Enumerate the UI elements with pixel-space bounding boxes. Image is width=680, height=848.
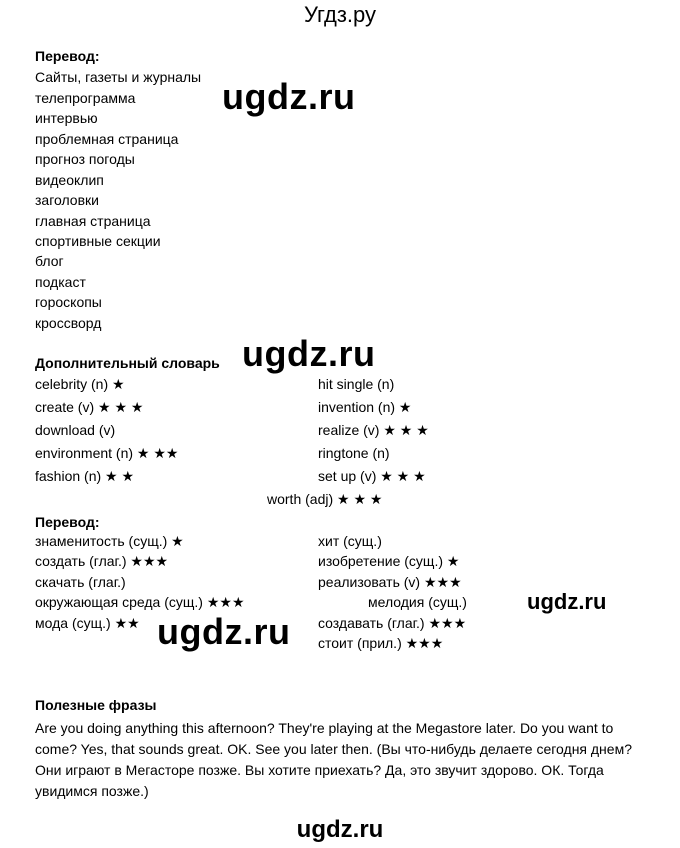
translation-right-item: реализовать (v) ★★★ (318, 574, 462, 590)
list-item: проблемная страница (35, 131, 179, 147)
vocab-right-item: realize (v) ★ ★ ★ (318, 422, 429, 438)
list-item: видеоклип (35, 172, 104, 188)
list-item: заголовки (35, 192, 99, 208)
vocab-right-item: invention (n) ★ (318, 399, 412, 415)
vocab-left-item: celebrity (n) ★ (35, 376, 125, 392)
useful-phrases-text: Are you doing anything this afternoon? They're playing at the Megastore later. Do you want to come? Yes, that sounds great. OK. See you later then. (Вы что-нибудь делаете сегодня днем? Они играют в Мегасторе позже. Вы хотите приехать? Да, это звучит здорово. ОК. Тогда увидимся позже.) (35, 720, 632, 799)
site-title: Угдз.ру (303, 2, 377, 27)
list-item: телепрограмма (35, 90, 136, 106)
list-item: главная страница (35, 213, 151, 229)
list-item: прогноз погоды (35, 151, 135, 167)
vocab-left-item: create (v) ★ ★ ★ (35, 399, 144, 415)
watermark: ugdz.ru (527, 589, 607, 614)
translation-left-item: мода (сущ.) ★★ (35, 615, 140, 631)
vocab-right-item: set up (v) ★ ★ ★ (318, 468, 426, 484)
translation-left-item: скачать (глаг.) (35, 574, 126, 590)
footer-watermark: ugdz.ru (296, 816, 384, 843)
list-item: блог (35, 253, 64, 269)
section4-heading: Полезные фразы (35, 697, 157, 713)
list-item: интервью (35, 110, 98, 126)
list-item: кроссворд (35, 315, 102, 331)
translation-left-item: знаменитость (сущ.) ★ (35, 533, 184, 549)
list-item: Сайты, газеты и журналы (35, 69, 202, 85)
translation-right-item: изобретение (сущ.) ★ (318, 553, 460, 569)
translation-right-item: создавать (глаг.) ★★★ (318, 615, 467, 631)
vocab-center-item: worth (adj) ★ ★ ★ (267, 491, 383, 507)
section3-heading: Перевод: (35, 514, 100, 530)
section2-heading: Дополнительный словарь (35, 355, 220, 371)
watermark: ugdz.ru (242, 333, 376, 374)
vocab-right-item: hit single (n) (318, 376, 395, 392)
section1-heading: Перевод: (35, 48, 100, 64)
translation-left-item: окружающая среда (сущ.) ★★★ (35, 594, 245, 610)
list-item: спортивные секции (35, 233, 161, 249)
watermark: ugdz.ru (222, 76, 356, 117)
vocab-left-item: environment (n) ★ ★★ (35, 445, 179, 461)
translation-right-item: мелодия (сущ.) (368, 594, 467, 610)
translation-right-item: стоит (прил.) ★★★ (318, 635, 444, 651)
list-item: подкаст (35, 274, 86, 290)
watermark: ugdz.ru (157, 611, 291, 652)
list-item: гороскопы (35, 294, 102, 310)
translation-right-item: хит (сущ.) (318, 533, 382, 549)
translation-left-item: создать (глаг.) ★★★ (35, 553, 169, 569)
vocab-left-item: download (v) (35, 422, 116, 438)
vocab-right-item: ringtone (n) (318, 445, 390, 461)
vocab-left-item: fashion (n) ★ ★ (35, 468, 135, 484)
